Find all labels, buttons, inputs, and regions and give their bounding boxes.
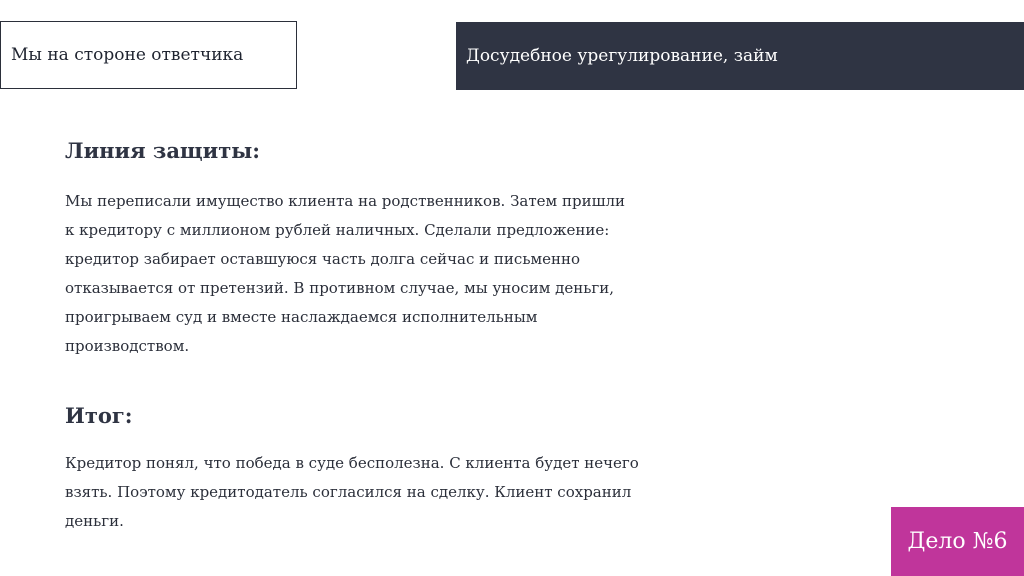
- result-heading: Итог:: [65, 403, 133, 428]
- case-type-banner: Досудебное урегулирование, займ: [456, 22, 1024, 90]
- side-label: Мы на стороне ответчика: [0, 21, 297, 89]
- defense-heading: Линия защиты:: [65, 138, 261, 163]
- case-number-badge: Дело №6: [891, 507, 1024, 576]
- defense-text: Мы переписали имущество клиента на родственников. Затем пришли к кредитору с миллионом рублей наличных. Сделали предложение: кредитор забирает оставшуюся часть долга сейчас и письменно отказывается от претензий. В противном случае, мы уносим деньги, проигрываем суд и вместе наслаждаемся исполнительным производством.: [65, 192, 626, 355]
- result-text: Кредитор понял, что победа в суде бесполезна. С клиента будет нечего взять. Поэтому кредитодатель согласился на сделку. Клиент сохранил деньги.: [65, 454, 639, 530]
